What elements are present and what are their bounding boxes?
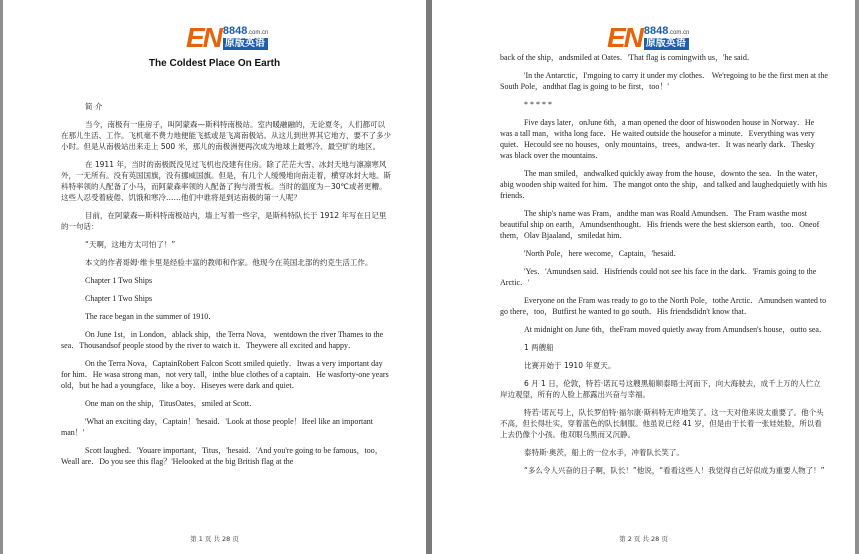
paragraph: 1 两艘船 bbox=[524, 343, 554, 352]
logo-right bbox=[644, 26, 690, 50]
paragraph: “多么令人兴奋的日子啊，队长！”他说，“看看这些人！我觉得自己好似成为重要人物了！” bbox=[524, 466, 825, 475]
paragraph: 'Yes．'Amundsen said．Hisfriends could not see his face in the dark．'Framis going to the Arctic．' bbox=[500, 267, 817, 287]
logo-number-text: 8848 bbox=[643, 25, 669, 37]
paragraph: 目前，在阿蒙森—斯科特南极站内，墙上写着一些字，是斯科特队长于 1912 年写在日记里的一句话： bbox=[61, 211, 387, 231]
paragraph: On June 1st，in London，ablack ship，the Terra Nova， wentdown the river Thames to the sea．Thousandsof people stood by the river to watch it．Theywere all excited and happy． bbox=[61, 330, 384, 350]
paragraph: Scott laughed．'Youare important，Titus，'hesaid．'And you're going to be famous，too，Weall are．Do you see this flag？'Helooked at the big British flag at the bbox=[61, 446, 383, 466]
paragraph: Five days later，onJune 6th，a man opened the door of hiswooden house in Norway．He was a tall man，witha long face．He waited outside the housefor a minute．Everything was very quiet．Hecould see no houses，only mountains，trees，andwa-ter．It was nearly dark．Thesky was black over the mountains． bbox=[500, 118, 815, 160]
logo-number-text: 8848 bbox=[222, 25, 248, 37]
page-2-content bbox=[500, 52, 828, 483]
logo-domain: .com.cn bbox=[247, 30, 269, 36]
paragraph: 特若·诺瓦号上，队长罗伯特·福尔康·斯科特无声地笑了。这一天对他来说太重要了。他个头不高，但长得壮实，穿着蓝色的队长制服。他虽说已经 41 岁，但是由于长着一张娃娃脸，所以看上去仍像个小孩。他双眼乌黑而又沉静。 bbox=[500, 408, 824, 439]
paragraph: The ship's name was Fram，andthe man was Roald Amundsen．The Fram wasthe most beautiful ship on earth，Amundsenthought．His friends were the best skierson earth，too．Oneof them，Olav Bjaaland，smiledat him． bbox=[500, 209, 820, 240]
site-logo bbox=[186, 22, 269, 53]
page-2 bbox=[432, 0, 855, 554]
page-2-footer: 第 2 页 共 28 页 bbox=[619, 535, 668, 543]
logo-chinese: 原版英语 bbox=[644, 38, 690, 50]
paragraph: 6 月 1 日，伦敦，特若·诺瓦号这艘黑船顺泰晤士河而下，向大海驶去，成千上万的人伫立岸边观望，所有的人脸上都露出兴奋与幸福。 bbox=[500, 379, 821, 399]
paragraph: 泰特斯·奥茨，船上的一位水手，冲着队长笑了。 bbox=[524, 448, 684, 457]
paragraph: Everyone on the Fram was ready to go to the North Pole，tothe Arctic．Amundsen wanted to go there，too，Butfirst he wanted to go south．His friendsdidn't know that． bbox=[500, 296, 827, 316]
page-1-footer: 第 1 页 共 28 页 bbox=[190, 535, 239, 543]
logo-domain: .com.cn bbox=[668, 30, 690, 36]
paragraph: The man smiled，andwalked quickly away from the house，downto the sea．In the water，abig wooden ship waited for him．The mangot onto the ship，and talked and laughedquietly with his friends． bbox=[500, 169, 828, 200]
logo-number bbox=[644, 26, 690, 38]
paragraph: 'In the Antarctic，I'mgoing to carry it under my clothes． We'regoing to be the first men at the South Pole，andthat flag is going to be first，too！' bbox=[500, 71, 828, 91]
site-logo bbox=[607, 22, 690, 53]
paragraph: “天啊，这地方太可怕了！” bbox=[85, 240, 176, 249]
logo-chinese: 原版英语 bbox=[223, 38, 269, 50]
page-1-content bbox=[61, 101, 391, 474]
paragraph: 比赛开始于 1910 年夏天。 bbox=[524, 361, 616, 370]
paragraph: back of the ship，andsmiled at Oates．'That flag is comingwith us，'he said． bbox=[500, 53, 755, 62]
paragraph: 简 介 bbox=[85, 102, 103, 111]
paragraph: At midnight on June 6th，theFram moved quietly away from Amundsen's house，outto sea． bbox=[524, 325, 827, 334]
paragraph: One man on the ship，TitusOates，smiled at Scott． bbox=[85, 399, 258, 408]
logo-en-text: EN bbox=[186, 22, 221, 53]
paragraph: On the Terra Nova，CaptainRobert Falcon Scott smiled quietly．Itwas a very important day for him．He wasa strong man，not very tall，inthe blue clothes of a captain．He wasforty-one years old，but he had a youngface，like a boy．Hiseyes were dark and quiet． bbox=[61, 359, 389, 390]
document-title: The Coldest Place On Earth bbox=[148, 58, 281, 69]
paragraph: 'What an exciting day，Captain！'hesaid．'Look at those people！Ifeel like an important man！' bbox=[61, 417, 374, 437]
paragraph: 本文的作者哥姆·维卡里是经验丰富的教师和作家。他现今在英国北部的约克生活工作。 bbox=[85, 258, 373, 267]
paragraph: 当今，南极有一座房子，叫阿蒙森—斯科特南极站。室内暖融融的，无论夏冬，人们都可以在那儿生活、工作。飞机毫不费力地便能飞抵或是飞离南极站。从这儿到世界其它地方，要不了多少小时。但是从南极站出来走上 500 米，那儿的南极洲便再次成为地球上最寒冷、最空旷的地区。 bbox=[61, 120, 391, 151]
paragraph: Chapter 1 Two Ships bbox=[85, 276, 153, 285]
paragraph: Chapter 1 Two Ships bbox=[85, 294, 153, 303]
paragraph: 在 1911 年，当时的南极既没见过飞机也没建有住房。除了茫茫大雪、冰封天地与凛凛寒风外，一无所有。没有英国国旗，没有挪威国旗。但是，有几个人缓慢地向南走着，横穿冰封大地。斯科特率领的人配备了小马，而阿蒙森率领的人配备了狗与滑雪板。当时的温度为－30℃或者更糟。这些人忍受着疲倦、饥饿和寒冷……他们中谁将是到达南极的第一人呢？ bbox=[61, 160, 391, 202]
page-1 bbox=[3, 0, 426, 554]
logo-en-text: EN bbox=[607, 22, 642, 53]
paragraph: 'North Pole，here wecome，Captain，'hesaid． bbox=[524, 249, 682, 258]
logo-number bbox=[223, 26, 269, 38]
paragraph: The race began in the summer of 1910． bbox=[85, 312, 217, 321]
logo-right bbox=[223, 26, 269, 50]
paragraph: * * * * * bbox=[524, 100, 552, 109]
